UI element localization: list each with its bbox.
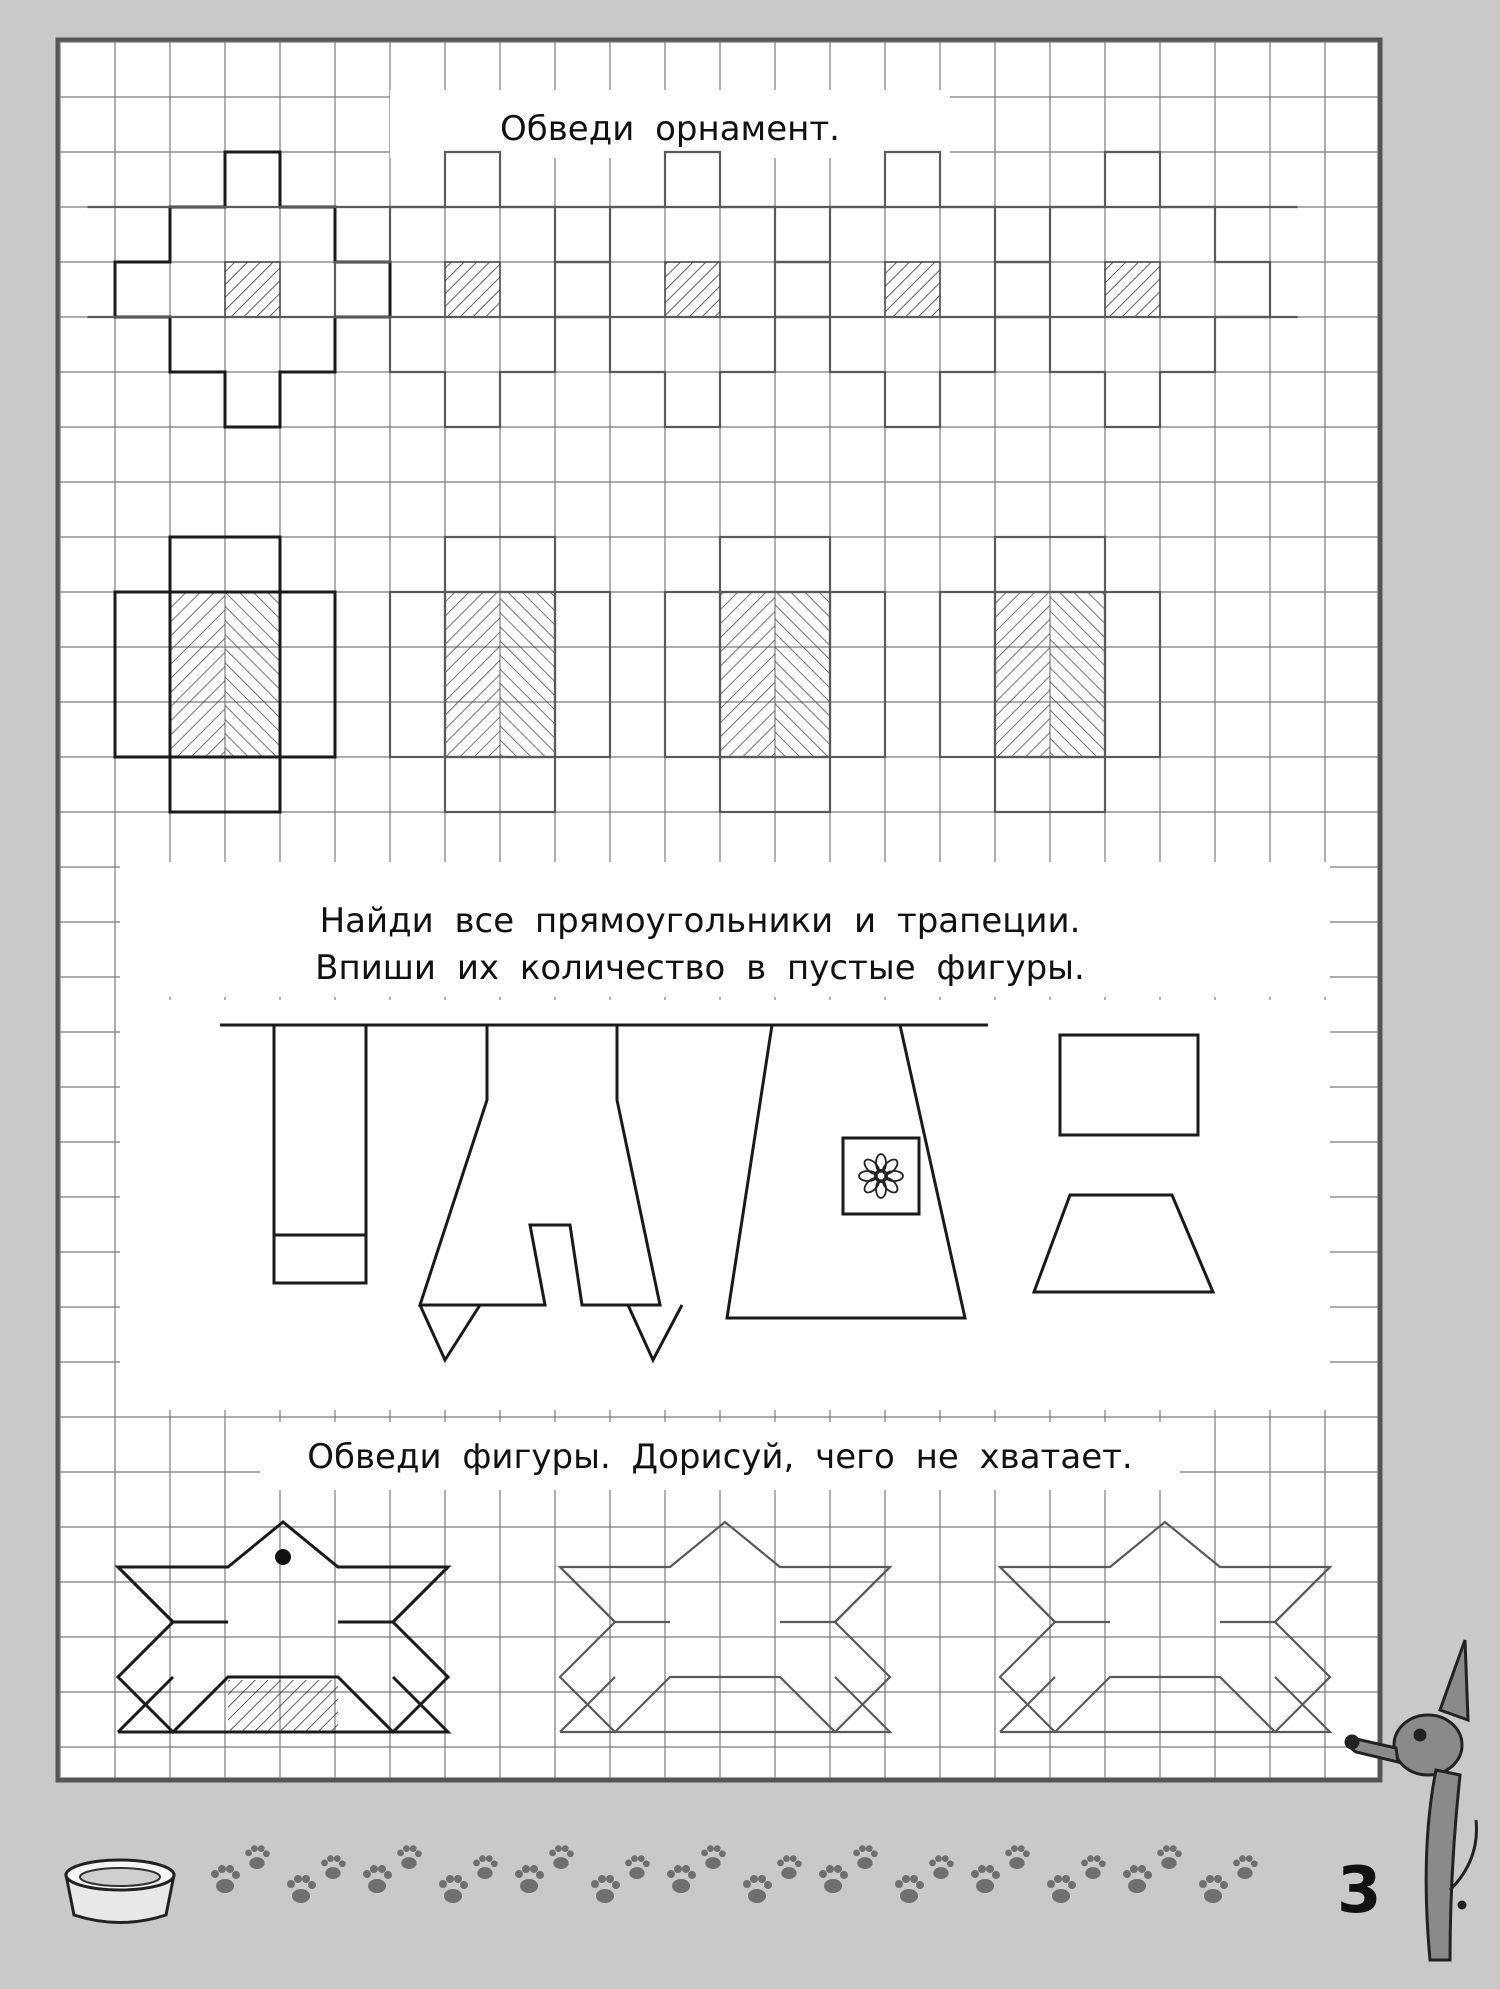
paw-toe <box>1087 1855 1094 1862</box>
paw-toe <box>1081 1860 1088 1867</box>
paw-toe <box>479 1855 486 1862</box>
paw-toe <box>339 1860 346 1867</box>
paw-toe <box>1130 1865 1138 1873</box>
paw-pad <box>1085 1867 1100 1879</box>
paw-toe <box>834 1865 842 1873</box>
paw-toe <box>258 1845 265 1852</box>
paw-toe <box>750 1875 758 1883</box>
paw-toe <box>294 1875 302 1883</box>
paw-toe <box>1175 1850 1182 1857</box>
paw-pad <box>976 1879 994 1893</box>
paw-print-icon <box>777 1855 802 1879</box>
paw-toe <box>929 1860 936 1867</box>
paw-print-icon <box>245 1845 270 1869</box>
paw-toe <box>334 1855 341 1862</box>
paw-print-icon <box>287 1875 316 1903</box>
paw-toe <box>612 1881 620 1889</box>
paw-print-icon <box>439 1875 468 1903</box>
paw-pad <box>1052 1889 1070 1903</box>
paw-print-icon <box>1081 1855 1106 1879</box>
paw-toe <box>978 1865 986 1873</box>
paw-toe <box>1068 1881 1076 1889</box>
paw-pad <box>1237 1867 1252 1879</box>
paw-print-icon <box>515 1865 544 1893</box>
paw-pad <box>325 1867 340 1879</box>
paw-toe <box>790 1855 797 1862</box>
paw-toe <box>819 1870 827 1878</box>
paw-pad <box>748 1889 766 1903</box>
paw-print-icon <box>211 1865 240 1893</box>
paw-print-icon <box>363 1865 392 1893</box>
paw-toe <box>549 1850 556 1857</box>
paw-toe <box>567 1850 574 1857</box>
paw-toe <box>916 1881 924 1889</box>
paw-toe <box>515 1870 523 1878</box>
paw-print-icon <box>1047 1875 1076 1903</box>
paw-toe <box>454 1875 462 1883</box>
paw-toe <box>562 1845 569 1852</box>
paw-toe <box>1206 1875 1214 1883</box>
paw-toe <box>218 1865 226 1873</box>
paw-toe <box>491 1860 498 1867</box>
paw-toe <box>895 1880 903 1888</box>
ornament-hatched-cell <box>1105 262 1160 317</box>
paw-toe <box>935 1855 942 1862</box>
herringbone-right <box>1050 592 1105 757</box>
paw-toe <box>682 1865 690 1873</box>
paw-toe <box>363 1870 371 1878</box>
paw-toe <box>1047 1880 1055 1888</box>
paw-toe <box>638 1855 645 1862</box>
pet-bowl-icon <box>66 1860 174 1923</box>
ornament-hatched-cell <box>225 262 280 317</box>
paw-toe <box>674 1865 682 1873</box>
shapes-panel <box>120 1000 1330 1410</box>
paw-print-icon <box>667 1865 696 1893</box>
paw-toe <box>942 1855 949 1862</box>
paw-toe <box>1233 1860 1240 1867</box>
paw-toe <box>378 1865 386 1873</box>
paw-print-icon <box>895 1875 924 1903</box>
paw-toe <box>1062 1875 1070 1883</box>
paw-toe <box>1157 1850 1164 1857</box>
paw-toe <box>211 1870 219 1878</box>
paw-toe <box>1123 1870 1131 1878</box>
paw-toe <box>1239 1855 1246 1862</box>
task-find-shapes-1: Найди все прямоугольники и трапеции. <box>319 901 1081 941</box>
paw-pad <box>705 1857 720 1869</box>
paw-pad <box>368 1879 386 1893</box>
paw-toe <box>777 1860 784 1867</box>
paw-pad <box>781 1867 796 1879</box>
ornament-hatched-cell <box>885 262 940 317</box>
herringbone-right <box>500 592 555 757</box>
paw-toe <box>871 1850 878 1857</box>
paw-print-icon <box>1123 1865 1152 1893</box>
task-trace-figures: Обведи фигуры. Дорисуй, чего не хватает. <box>307 1437 1133 1477</box>
paw-pad <box>900 1889 918 1903</box>
paw-pad <box>1204 1889 1222 1903</box>
paw-print-icon <box>397 1845 422 1869</box>
paw-toe <box>707 1845 714 1852</box>
paw-toe <box>902 1875 910 1883</box>
paw-print-icon <box>819 1865 848 1893</box>
paw-toe <box>321 1860 328 1867</box>
paw-print-icon <box>929 1855 954 1879</box>
paw-toe <box>1011 1845 1018 1852</box>
paw-toe <box>719 1850 726 1857</box>
figure-hatched-base <box>228 1680 338 1732</box>
paw-toe <box>522 1865 530 1873</box>
paw-toe <box>606 1875 614 1883</box>
paw-pad <box>292 1889 310 1903</box>
paw-toe <box>327 1855 334 1862</box>
paw-toe <box>1005 1850 1012 1857</box>
paw-pad <box>629 1867 644 1879</box>
paw-toe <box>384 1871 392 1879</box>
paw-print-icon <box>743 1875 772 1903</box>
paw-toe <box>302 1875 310 1883</box>
paw-toe <box>410 1845 417 1852</box>
paw-print-icon <box>1005 1845 1030 1869</box>
task-find-shapes-2: Впиши их количество в пустые фигуры. <box>315 948 1085 988</box>
paw-toe <box>1246 1855 1253 1862</box>
paw-pad <box>1009 1857 1024 1869</box>
paw-toe <box>370 1865 378 1873</box>
paw-toe <box>226 1865 234 1873</box>
paw-print-icon <box>1233 1855 1258 1879</box>
paw-pad <box>933 1867 948 1879</box>
paw-toe <box>555 1845 562 1852</box>
paw-toe <box>625 1860 632 1867</box>
paw-pad <box>249 1857 264 1869</box>
paw-toe <box>971 1870 979 1878</box>
paw-toe <box>667 1870 675 1878</box>
paw-pad <box>1161 1857 1176 1869</box>
figure-dot <box>275 1549 291 1565</box>
paw-toe <box>415 1850 422 1857</box>
task-trace-ornament: Обведи орнамент. <box>500 109 840 149</box>
page-number: 3 <box>1337 1854 1382 1928</box>
paw-pad <box>216 1879 234 1893</box>
paw-toe <box>1214 1875 1222 1883</box>
paw-toe <box>1199 1880 1207 1888</box>
herringbone-left <box>445 592 500 757</box>
paw-pad <box>857 1857 872 1869</box>
paw-toe <box>758 1875 766 1883</box>
paw-toe <box>598 1875 606 1883</box>
paw-toe <box>859 1845 866 1852</box>
paw-print-icon <box>1157 1845 1182 1869</box>
ornament-hatched-cell <box>665 262 720 317</box>
paw-pad <box>444 1889 462 1903</box>
paw-pad <box>1128 1879 1146 1893</box>
paw-print-icon <box>591 1875 620 1903</box>
paw-toe <box>643 1860 650 1867</box>
herringbone-left <box>170 592 225 757</box>
paw-print-row <box>211 1845 1258 1903</box>
paw-print-icon <box>549 1845 574 1869</box>
paw-toe <box>245 1850 252 1857</box>
paw-toe <box>992 1871 1000 1879</box>
ornament-hatched-cell <box>445 262 500 317</box>
paw-pad <box>596 1889 614 1903</box>
paw-toe <box>631 1855 638 1862</box>
paw-toe <box>743 1880 751 1888</box>
paw-pad <box>553 1857 568 1869</box>
paw-print-icon <box>853 1845 878 1869</box>
paw-toe <box>795 1860 802 1867</box>
paw-toe <box>866 1845 873 1852</box>
paw-pad <box>824 1879 842 1893</box>
paw-toe <box>688 1871 696 1879</box>
paw-toe <box>287 1880 295 1888</box>
paw-print-icon <box>473 1855 498 1879</box>
paw-toe <box>439 1880 447 1888</box>
paw-toe <box>486 1855 493 1862</box>
paw-toe <box>473 1860 480 1867</box>
paw-toe <box>840 1871 848 1879</box>
paw-toe <box>446 1875 454 1883</box>
paw-toe <box>232 1871 240 1879</box>
paw-toe <box>591 1880 599 1888</box>
paw-toe <box>910 1875 918 1883</box>
paw-toe <box>701 1850 708 1857</box>
paw-pad <box>520 1879 538 1893</box>
paw-toe <box>403 1845 410 1852</box>
paw-toe <box>460 1881 468 1889</box>
paw-toe <box>530 1865 538 1873</box>
paw-toe <box>1023 1850 1030 1857</box>
paw-toe <box>1018 1845 1025 1852</box>
paw-pad <box>401 1857 416 1869</box>
paw-toe <box>1138 1865 1146 1873</box>
paw-toe <box>1099 1860 1106 1867</box>
paw-toe <box>826 1865 834 1873</box>
paw-print-icon <box>321 1855 346 1879</box>
paw-toe <box>397 1850 404 1857</box>
paw-print-icon <box>701 1845 726 1869</box>
paw-toe <box>764 1881 772 1889</box>
paw-toe <box>853 1850 860 1857</box>
paw-toe <box>1144 1871 1152 1879</box>
paw-toe <box>263 1850 270 1857</box>
herringbone-left <box>995 592 1050 757</box>
herringbone-right <box>225 592 280 757</box>
paw-toe <box>714 1845 721 1852</box>
paw-print-icon <box>1199 1875 1228 1903</box>
paw-toe <box>783 1855 790 1862</box>
paw-pad <box>672 1879 690 1893</box>
paw-toe <box>536 1871 544 1879</box>
paw-toe <box>947 1860 954 1867</box>
paw-toe <box>1220 1881 1228 1889</box>
paw-toe <box>251 1845 258 1852</box>
paw-toe <box>1094 1855 1101 1862</box>
paw-toe <box>308 1881 316 1889</box>
paw-toe <box>1054 1875 1062 1883</box>
paw-print-icon <box>971 1865 1000 1893</box>
paw-pad <box>477 1867 492 1879</box>
paw-print-icon <box>625 1855 650 1879</box>
paw-toe <box>1170 1845 1177 1852</box>
herringbone-right <box>775 592 830 757</box>
paw-toe <box>986 1865 994 1873</box>
paw-toe <box>1163 1845 1170 1852</box>
herringbone-left <box>720 592 775 757</box>
paw-toe <box>1251 1860 1258 1867</box>
